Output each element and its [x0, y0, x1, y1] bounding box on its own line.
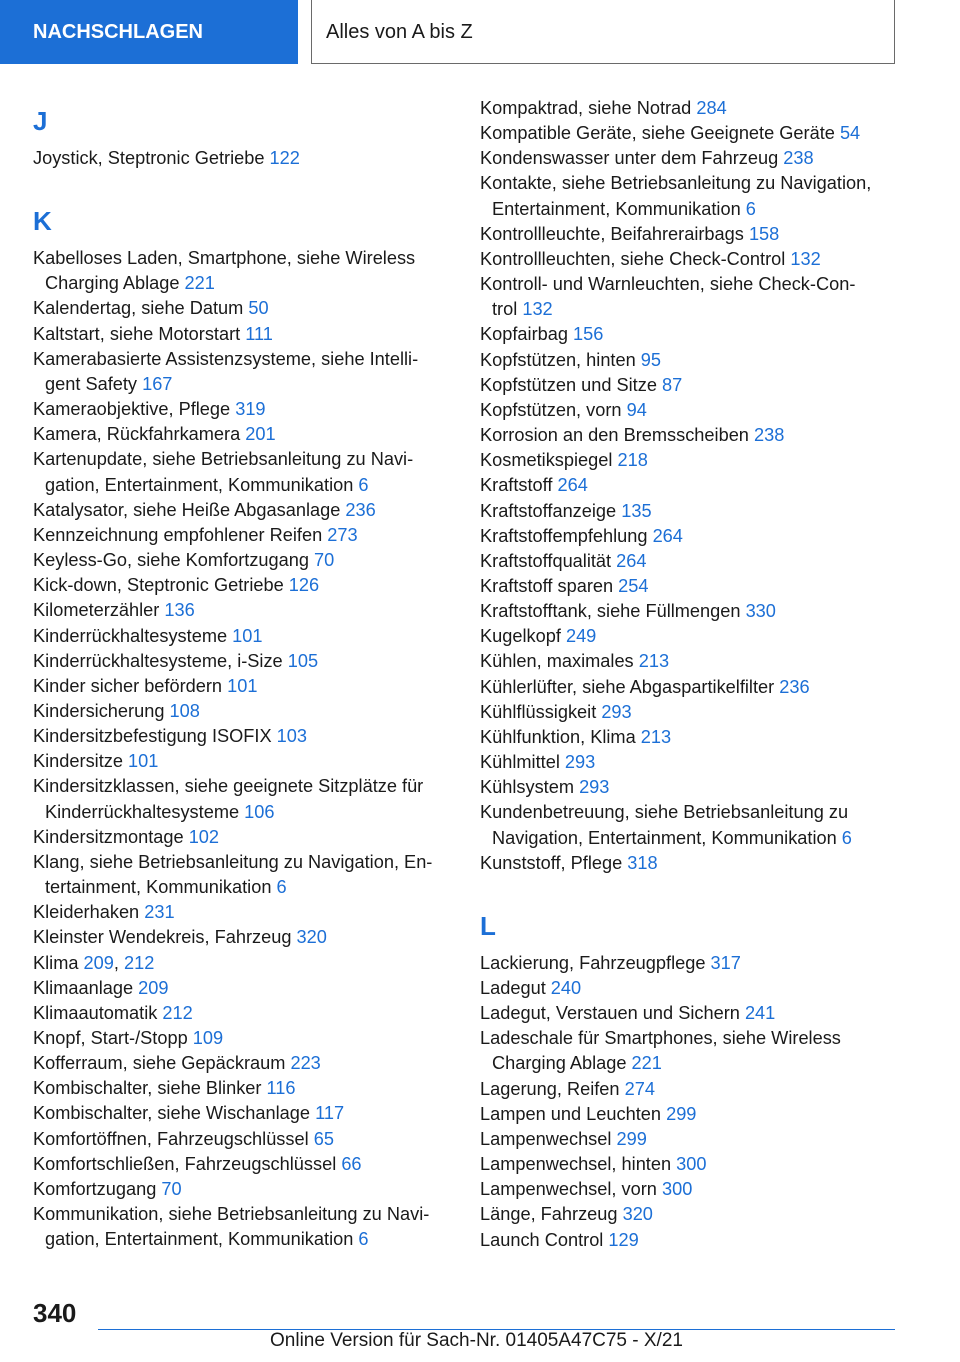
- index-entry: [33, 1152, 453, 1177]
- index-entry: [480, 96, 920, 121]
- page-link[interactable]: 300: [676, 1154, 707, 1175]
- index-entry: [480, 675, 920, 700]
- index-entry-text: Länge, Fahrzeug: [480, 1204, 623, 1225]
- index-entry-text: Kopfstützen und Sitze: [480, 374, 662, 395]
- index-entry-text: Kraftstofftank, siehe Füllmengen: [480, 601, 746, 622]
- page-link[interactable]: 238: [783, 148, 814, 169]
- index-entry-text: Lampenwechsel: [480, 1128, 617, 1149]
- index-entry-text: Kommunikation, siehe Betriebsanleitung zu Navi-: [33, 1204, 430, 1225]
- index-entry: [33, 447, 453, 497]
- index-column-left: [33, 96, 453, 1252]
- index-entry-continuation: Charging Ablage: [492, 1053, 632, 1074]
- index-entry: [33, 1202, 453, 1252]
- index-entry-continuation: Entertainment, Kommunikation: [492, 198, 746, 219]
- page-link[interactable]: 231: [144, 902, 175, 923]
- page-link[interactable]: 319: [235, 399, 266, 420]
- page-link[interactable]: 236: [779, 676, 810, 697]
- index-entry-text: Kameraobjektive, Pflege: [33, 399, 236, 420]
- page-link[interactable]: 6: [745, 198, 756, 219]
- section-gap: [480, 876, 920, 901]
- index-entry: [33, 598, 453, 623]
- index-entry-text: Kondenswasser unter dem Fahrzeug: [480, 148, 784, 169]
- page-link[interactable]: 101: [227, 675, 258, 696]
- index-entry-text: Kosmetikspiegel: [480, 450, 618, 471]
- index-entry: [480, 322, 920, 347]
- index-entry: [33, 1051, 453, 1076]
- index-entry: [33, 322, 453, 347]
- page-link[interactable]: 212: [124, 952, 155, 973]
- index-entry-text: Kraftstoffqualität: [480, 550, 617, 571]
- index-entry-text: Kompaktrad, siehe Notrad: [480, 98, 697, 118]
- index-entry-text: Kraftstoffanzeige: [480, 500, 622, 521]
- index-entry: [33, 699, 453, 724]
- index-entry: [480, 121, 920, 146]
- index-entry-text: Kopfstützen, hinten: [480, 349, 641, 370]
- page-link[interactable]: 221: [184, 273, 215, 294]
- page-link[interactable]: 6: [358, 474, 369, 495]
- page-header: [0, 0, 960, 66]
- page-link[interactable]: 132: [790, 248, 821, 269]
- page-link[interactable]: 264: [616, 550, 647, 571]
- page-link[interactable]: 209: [138, 977, 169, 998]
- index-entry-text: Kleinster Wendekreis, Fahrzeug: [33, 927, 297, 948]
- index-entry: [33, 347, 453, 397]
- index-entry: [33, 1001, 453, 1026]
- index-entry: [480, 423, 920, 448]
- index-entry: [480, 247, 920, 272]
- page-link[interactable]: 254: [618, 575, 649, 596]
- section-tab[interactable]: NACHSCHLAGEN: [0, 0, 298, 64]
- index-entry: [480, 1202, 920, 1227]
- index-entry: [480, 649, 920, 674]
- index-entry-continuation: Navigation, Entertainment, Kommunikation: [492, 827, 842, 848]
- page-link[interactable]: 54: [839, 123, 861, 144]
- page-number: 340: [33, 1298, 77, 1328]
- index-entry-text: Lampenwechsel, hinten: [480, 1154, 677, 1175]
- index-entry-text: Keyless-Go, siehe Komfortzugang: [33, 550, 315, 571]
- index-letter-heading: J: [33, 106, 48, 136]
- section-gap: [33, 171, 453, 196]
- page-link[interactable]: 95: [640, 349, 662, 370]
- page-link[interactable]: 156: [573, 324, 604, 345]
- index-entry: [33, 900, 453, 925]
- index-entry-text: Komfortzugang: [33, 1178, 162, 1199]
- index-entry-text: Kühlen, maximales: [480, 651, 639, 672]
- index-entry-continuation: Kinderrückhaltesysteme: [45, 801, 245, 822]
- section-title: Alles von A bis Z: [311, 0, 895, 64]
- index-entry: [33, 146, 453, 171]
- index-entry-text: Komfortschließen, Fahrzeugschlüssel: [33, 1153, 342, 1174]
- index-entry-text: Ladeschale für Smartphones, siehe Wireless: [480, 1028, 841, 1049]
- page-link[interactable]: 213: [640, 726, 672, 747]
- page-link[interactable]: 293: [579, 777, 610, 798]
- page-link[interactable]: 284: [696, 98, 727, 118]
- index-entry-text: Kühlmittel: [480, 752, 565, 773]
- index-entry: [480, 1228, 920, 1253]
- index-entry: [33, 825, 453, 850]
- index-entry-continuation: gation, Entertainment, Kommunikation: [45, 474, 359, 495]
- index-entry-text: Klimaautomatik: [33, 1002, 163, 1023]
- index-entry-text: Kombischalter, siehe Blinker: [33, 1078, 267, 1099]
- index-entry-text: Kennzeichnung empfohlener Reifen: [33, 524, 328, 545]
- page-link[interactable]: 213: [638, 651, 670, 672]
- index-entry: [480, 951, 920, 976]
- index-entry: [480, 1102, 920, 1127]
- index-entry: [33, 1076, 453, 1101]
- index-entry-continuation: gent Safety: [45, 373, 143, 394]
- page-link[interactable]: 66: [341, 1153, 362, 1174]
- page-link[interactable]: 241: [744, 1003, 776, 1024]
- index-entry: [480, 272, 920, 322]
- index-entry: [33, 951, 453, 976]
- page-link[interactable]: 209: [83, 952, 114, 973]
- index-entry: [480, 1127, 920, 1152]
- page-link[interactable]: 50: [248, 298, 269, 319]
- index-entry: [480, 398, 920, 423]
- index-entry-text: Kontrollleuchte, Beifahrerairbags: [480, 223, 749, 244]
- index-entry-text: Kofferraum, siehe Gepäckraum: [33, 1053, 291, 1074]
- index-entry-text: Lackierung, Fahrzeugpflege: [480, 952, 711, 973]
- index-entry: [33, 1127, 453, 1152]
- index-entry-text: Kindersitzbefestigung ISOFIX: [33, 726, 277, 747]
- page-link[interactable]: 240: [550, 978, 582, 998]
- page-link[interactable]: 274: [624, 1078, 655, 1099]
- page-separator: ,: [113, 952, 124, 973]
- page-link[interactable]: 293: [564, 752, 596, 773]
- index-entry: [480, 1152, 920, 1177]
- page-link[interactable]: 6: [276, 877, 287, 898]
- page-link[interactable]: 264: [557, 475, 588, 496]
- index-entry: [480, 448, 920, 473]
- index-entry: [480, 1026, 920, 1076]
- index-entry: [33, 397, 453, 422]
- index-entry: [33, 296, 453, 321]
- index-entry-text: Klima: [33, 952, 84, 973]
- index-entry-text: Joystick, Steptronic Getriebe: [33, 148, 270, 168]
- page-link[interactable]: 249: [565, 626, 597, 647]
- page-link[interactable]: 105: [287, 650, 319, 671]
- index-entry: [480, 725, 920, 750]
- index-entry: [33, 422, 453, 447]
- index-entry: [480, 574, 920, 599]
- page-link[interactable]: 300: [661, 1179, 693, 1200]
- index-entry-continuation: Charging Ablage: [45, 273, 185, 294]
- page-link[interactable]: 264: [652, 525, 683, 546]
- index-entry: [480, 146, 920, 171]
- index-letter-heading: K: [33, 206, 52, 237]
- index-entry: [480, 851, 920, 876]
- index-entry: [480, 171, 920, 221]
- index-entry-text: Kindersitzmontage: [33, 826, 189, 847]
- page-link[interactable]: 158: [748, 223, 780, 244]
- index-entry: [480, 549, 920, 574]
- index-entry: [480, 1001, 920, 1026]
- index-entry-text: Kompatible Geräte, siehe Geeignete Geräte: [480, 123, 840, 144]
- index-entry-text: Katalysator, siehe Heiße Abgasanlage: [33, 499, 346, 520]
- index-entry: [480, 499, 920, 524]
- index-column-right: [480, 96, 920, 1253]
- index-entry: [33, 674, 453, 699]
- index-entry-text: Kontakte, siehe Betriebsanleitung zu Navigation,: [480, 173, 872, 194]
- index-entry-text: Kühlerlüfter, siehe Abgaspartikelfilter: [480, 676, 780, 697]
- index-entry: [33, 573, 453, 598]
- index-entry-text: Kamera, Rückfahrkamera: [33, 424, 246, 445]
- page-link[interactable]: 87: [662, 374, 683, 395]
- index-entry-text: Kartenupdate, siehe Betriebsanleitung zu Navi-: [33, 449, 414, 470]
- footer-version: Online Version für Sach-Nr. 01405A47C75 - X/21: [270, 1330, 683, 1351]
- index-entry: [480, 1177, 920, 1202]
- index-entry-text: Kontrollleuchten, siehe Check-Control: [480, 248, 791, 269]
- index-entry-text: Korrosion an den Bremsscheiben: [480, 425, 754, 446]
- page-link[interactable]: 70: [314, 550, 335, 571]
- index-entry-text: Knopf, Start-/Stopp: [33, 1028, 193, 1048]
- index-entry: [480, 599, 920, 624]
- page-link[interactable]: 299: [666, 1103, 697, 1124]
- index-entry-text: Lampenwechsel, vorn: [480, 1179, 662, 1200]
- page-link[interactable]: 129: [608, 1229, 639, 1250]
- page-link[interactable]: 293: [601, 701, 632, 722]
- page-link[interactable]: 101: [232, 625, 263, 646]
- page-link[interactable]: 70: [161, 1178, 182, 1199]
- page-link[interactable]: 126: [288, 575, 320, 596]
- page-link[interactable]: 320: [622, 1204, 653, 1225]
- page-link[interactable]: 102: [188, 826, 220, 847]
- index-entry-text: Kraftstoffempfehlung: [480, 525, 653, 546]
- page-link[interactable]: 108: [169, 700, 200, 721]
- index-entry: [33, 548, 453, 573]
- index-entry: [480, 775, 920, 800]
- index-entry-text: Kühlfunktion, Klima: [480, 726, 641, 747]
- index-entry-text: Kleiderhaken: [33, 902, 145, 923]
- page-link[interactable]: 117: [315, 1103, 345, 1124]
- page-link[interactable]: 116: [266, 1078, 296, 1099]
- page-link[interactable]: 136: [164, 600, 195, 621]
- index-entry-text: Kindersitzklassen, siehe geeignete Sitzplätze für: [33, 776, 424, 797]
- page-link[interactable]: 106: [244, 801, 275, 822]
- index-entry-text: Kombischalter, siehe Wischanlage: [33, 1103, 316, 1124]
- index-entry-text: Kopfstützen, vorn: [480, 399, 627, 420]
- index-entry-text: Kunststoff, Pflege: [480, 852, 628, 873]
- index-letter-heading: L: [480, 910, 496, 941]
- page-link[interactable]: 103: [276, 726, 307, 747]
- index-entry: [33, 925, 453, 950]
- index-entry: [480, 624, 920, 649]
- page-link[interactable]: 6: [841, 827, 852, 848]
- page-link[interactable]: 221: [631, 1053, 662, 1074]
- page-link[interactable]: 318: [627, 852, 658, 873]
- page-link[interactable]: 122: [269, 148, 300, 168]
- index-entry-text: Kindersicherung: [33, 700, 170, 721]
- index-entry: [480, 222, 920, 247]
- index-entry-text: Kopfairbag: [480, 324, 574, 345]
- page-link[interactable]: 167: [142, 373, 173, 394]
- index-entry: [480, 524, 920, 549]
- index-entry-text: Ladegut: [480, 978, 551, 998]
- page-link[interactable]: 320: [296, 927, 327, 948]
- index-entry-text: Lagerung, Reifen: [480, 1078, 625, 1099]
- index-entry: [480, 700, 920, 725]
- index-entry: [480, 373, 920, 398]
- index-entry-text: Kühlflüssigkeit: [480, 701, 602, 722]
- index-entry-text: Kinderrückhaltesysteme, i-Size: [33, 650, 288, 671]
- page-link[interactable]: 218: [617, 450, 648, 471]
- index-entry-continuation: gation, Entertainment, Kommunikation: [45, 1229, 359, 1250]
- index-entry-text: Kugelkopf: [480, 626, 566, 647]
- index-entry: [33, 724, 453, 749]
- index-entry-text: Kraftstoff: [480, 475, 558, 496]
- index-entry-text: Kundenbetreuung, siehe Betriebsanleitung zu: [480, 802, 849, 823]
- index-entry-text: Kick-down, Steptronic Getriebe: [33, 575, 289, 596]
- index-entry-text: Ladegut, Verstauen und Sichern: [480, 1003, 745, 1024]
- page-link[interactable]: 212: [162, 1002, 193, 1023]
- page-link[interactable]: 65: [313, 1128, 334, 1149]
- index-entry: [33, 1177, 453, 1202]
- page-link[interactable]: 201: [245, 424, 276, 445]
- index-entry-text: Kamerabasierte Assistenzsysteme, siehe Intelli-: [33, 348, 419, 369]
- index-entry: [33, 850, 453, 900]
- index-entry-text: Kraftstoff sparen: [480, 575, 619, 596]
- page-link[interactable]: 223: [290, 1053, 321, 1074]
- index-entry: [33, 624, 453, 649]
- index-entry-text: Kindersitze: [33, 751, 129, 772]
- index-entry: [33, 1026, 453, 1051]
- page-link[interactable]: 317: [710, 952, 741, 973]
- index-entry-text: Kontroll- und Warnleuchten, siehe Check-Con-: [480, 274, 856, 295]
- index-entry: [33, 976, 453, 1001]
- index-entry-text: Kalendertag, siehe Datum: [33, 298, 249, 319]
- index-entry: [33, 498, 453, 523]
- page-link[interactable]: 132: [522, 299, 553, 320]
- index-entry-continuation: trol: [492, 299, 523, 320]
- index-entry-text: Kinder sicher befördern: [33, 675, 228, 696]
- index-entry: [480, 800, 920, 850]
- index-entry: [33, 246, 453, 296]
- index-entry: [480, 473, 920, 498]
- page-link[interactable]: 94: [626, 399, 647, 420]
- page-link[interactable]: 111: [245, 323, 273, 344]
- index-entry-text: Kaltstart, siehe Motorstart: [33, 323, 246, 344]
- page-link[interactable]: 236: [345, 499, 376, 520]
- page-link[interactable]: 299: [616, 1128, 647, 1149]
- index-entry-text: Kinderrückhaltesysteme: [33, 625, 233, 646]
- index-entry-text: Lampen und Leuchten: [480, 1103, 667, 1124]
- page-link[interactable]: 330: [745, 601, 776, 622]
- index-entry: [480, 976, 920, 1001]
- index-entry-text: Klang, siehe Betriebsanleitung zu Navigation, En-: [33, 851, 433, 872]
- index-entry: [33, 649, 453, 674]
- page-link[interactable]: 135: [621, 500, 652, 521]
- index-entry: [480, 348, 920, 373]
- index-entry-text: Komfortöffnen, Fahrzeugschlüssel: [33, 1128, 314, 1149]
- index-entry: [33, 523, 453, 548]
- page-link[interactable]: 101: [128, 751, 159, 772]
- page-link[interactable]: 6: [358, 1229, 369, 1250]
- index-entry-text: Klimaanlage: [33, 977, 139, 998]
- page-link[interactable]: 238: [753, 425, 785, 446]
- index-entry-text: Kilometerzähler: [33, 600, 165, 621]
- page-link[interactable]: 109: [192, 1028, 224, 1048]
- index-entry-continuation: tertainment, Kommunikation: [45, 877, 277, 898]
- index-entry: [33, 749, 453, 774]
- index-entry: [33, 1101, 453, 1126]
- index-entry-text: Launch Control: [480, 1229, 609, 1250]
- index-entry: [480, 750, 920, 775]
- index-entry-text: Kühlsystem: [480, 777, 580, 798]
- index-entry: [480, 1077, 920, 1102]
- index-entry: [33, 774, 453, 824]
- index-entry-text: Kabelloses Laden, Smartphone, siehe Wireless: [33, 248, 416, 269]
- page-link[interactable]: 273: [327, 524, 358, 545]
